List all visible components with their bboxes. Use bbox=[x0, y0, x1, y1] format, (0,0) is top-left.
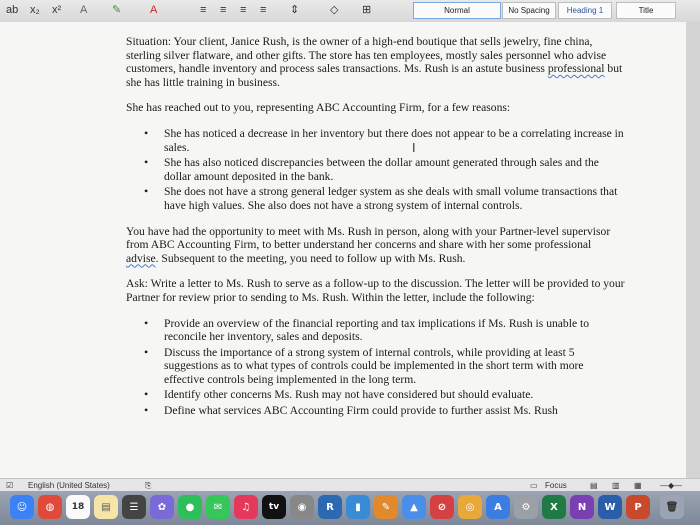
onenote-icon[interactable] bbox=[570, 495, 594, 519]
style-title[interactable] bbox=[616, 2, 676, 19]
facetime-icon[interactable]: ● bbox=[178, 495, 202, 519]
focus-icon[interactable]: ▭ bbox=[530, 481, 538, 490]
system-preferences-icon[interactable]: ⚙ bbox=[514, 495, 538, 519]
photos-icon[interactable]: ✿ bbox=[150, 495, 174, 519]
situation-text: Situation: Your client, Janice Rush, is the owner of a high-end boutique that sells jewelry, fine china, sterling silver flatware, and other gifts. The store has ten employees, mostly sales personnel who advise customers, handle inventory and process sales transactions. Ms. Rush is an astute business bbox=[126, 35, 607, 76]
subscript-icon[interactable]: x₂ bbox=[30, 4, 40, 16]
highlight-icon[interactable]: ✎ bbox=[112, 4, 122, 16]
zoom-app-icon[interactable]: ◎ bbox=[458, 495, 482, 519]
style-label: Heading 1 bbox=[566, 6, 604, 15]
list-item: • She does not have a strong general ledger system as she deals with small volume transactions that have high values. She also does not have a strong system of internal controls. bbox=[164, 185, 626, 212]
messages-icon[interactable]: ✉ bbox=[206, 495, 230, 519]
n-label: N bbox=[577, 501, 587, 513]
opportunity-text: You have had the opportunity to meet with Ms. Rush in person, along with your Partner-level supervisor from ABC Accounting Firm, to better understand her concerns and share with her some professional bbox=[126, 224, 611, 252]
print-layout-icon[interactable]: ▥ bbox=[612, 481, 620, 490]
spelling-flag-word[interactable]: professional bbox=[547, 62, 605, 76]
opportunity-text-end: . Subsequent to the meeting, you need to follow up with Ms. Rush. bbox=[155, 251, 466, 265]
calendar-day: 18 bbox=[71, 502, 85, 512]
focus-label[interactable]: Focus bbox=[545, 481, 567, 490]
r-app-icon[interactable] bbox=[318, 495, 342, 519]
app-store-icon[interactable]: A bbox=[486, 495, 510, 519]
trash-icon[interactable]: 🗑 bbox=[660, 495, 684, 519]
text-effects-icon[interactable]: A bbox=[80, 4, 88, 16]
ribbon bbox=[0, 0, 700, 23]
powerpoint-icon[interactable] bbox=[626, 495, 650, 519]
strikethrough-icon[interactable]: ab bbox=[6, 4, 19, 16]
list-item: • She has noticed a decrease in her inventory but there does not appear to be a correlating increase in sales. bbox=[164, 127, 626, 154]
macro-icon[interactable]: ⎘ bbox=[145, 481, 152, 490]
borders-icon[interactable]: ⊞ bbox=[362, 4, 372, 16]
podcasts-icon[interactable]: ◉ bbox=[290, 495, 314, 519]
tv-icon[interactable] bbox=[262, 495, 286, 519]
finder-icon[interactable]: ☺ bbox=[10, 495, 34, 519]
style-label: No Spacing bbox=[508, 6, 550, 15]
justify-icon[interactable]: ≡ bbox=[260, 4, 267, 16]
style-normal[interactable] bbox=[413, 2, 501, 19]
no-entry-icon[interactable]: ⊘ bbox=[430, 495, 454, 519]
tv-label: tv bbox=[268, 502, 280, 512]
ask-paragraph: Ask: Write a letter to Ms. Rush to serve as a follow-up to the discussion. The letter will be provided to your Partner for review prior to sending to Ms. Rush. Within the letter, include the following: bbox=[126, 277, 625, 304]
align-center-icon[interactable]: ≡ bbox=[220, 4, 227, 16]
reached-out-paragraph: She has reached out to you, representing ABC Accounting Firm, for a few reasons: bbox=[126, 101, 511, 115]
web-layout-icon[interactable]: ▦ bbox=[634, 481, 642, 490]
document-area bbox=[0, 22, 700, 478]
style-label: Normal bbox=[444, 6, 470, 15]
align-right-icon[interactable]: ≡ bbox=[240, 4, 247, 16]
word-label: W bbox=[604, 501, 616, 513]
notes-icon[interactable]: ▤ bbox=[94, 495, 118, 519]
document-page[interactable] bbox=[0, 22, 686, 478]
text-cursor-icon: I bbox=[412, 141, 416, 155]
style-no-spacing[interactable] bbox=[502, 2, 556, 19]
proofing-icon[interactable]: ☑ bbox=[6, 481, 14, 490]
superscript-icon[interactable]: x² bbox=[52, 4, 62, 16]
pages-icon[interactable]: ✎ bbox=[374, 495, 398, 519]
reminders-icon[interactable]: ☰ bbox=[122, 495, 146, 519]
launchpad-icon[interactable]: ◍ bbox=[38, 495, 62, 519]
reasons-list bbox=[126, 127, 626, 213]
p-label: P bbox=[634, 501, 642, 513]
music-icon[interactable]: ♫ bbox=[234, 495, 258, 519]
style-label: Title bbox=[638, 6, 654, 15]
zoom-slider[interactable]: —◆— bbox=[660, 481, 683, 490]
list-item: • She has also noticed discrepancies between the dollar amount generated through sales and the dollar amount deposited in the bank. bbox=[164, 156, 626, 183]
opportunity-paragraph bbox=[126, 225, 626, 266]
document-body[interactable] bbox=[126, 35, 626, 430]
word-icon[interactable] bbox=[598, 495, 622, 519]
situation-text-end: but she has little training in business. bbox=[126, 62, 623, 89]
dock bbox=[0, 491, 700, 525]
asks-list bbox=[126, 317, 626, 418]
situation-paragraph bbox=[126, 35, 626, 89]
list-item: • Discuss the importance of a strong system of internal controls, while providing at least 5 suggestions as to what types of controls could be implemented in the short term with more effective controls being implemented in the long term. bbox=[164, 346, 626, 387]
font-color-icon[interactable]: A bbox=[150, 4, 158, 16]
style-heading-1[interactable] bbox=[558, 2, 612, 19]
read-mode-icon[interactable]: ▤ bbox=[590, 481, 598, 490]
list-item: • Define what services ABC Accounting Firm could provide to further assist Ms. Rush bbox=[164, 404, 626, 418]
spelling-flag-word[interactable]: advise bbox=[126, 251, 156, 265]
shading-icon[interactable]: ◇ bbox=[330, 4, 339, 16]
keynote-icon[interactable]: ▲ bbox=[402, 495, 426, 519]
status-bar bbox=[0, 478, 700, 492]
line-spacing-icon[interactable]: ⇕ bbox=[290, 4, 300, 16]
excel-label: X bbox=[550, 501, 558, 513]
numbers-icon[interactable]: ▮ bbox=[346, 495, 370, 519]
list-item: • Identify other concerns Ms. Rush may not have considered but should evaluate. bbox=[164, 388, 626, 402]
r-label: R bbox=[326, 501, 334, 513]
calendar-icon[interactable] bbox=[66, 495, 90, 519]
language-label[interactable]: English (United States) bbox=[28, 481, 110, 490]
list-item: • Provide an overview of the financial reporting and tax implications if Ms. Rush is unable to reconcile her inventory, sales and deposits. bbox=[164, 317, 626, 344]
align-left-icon[interactable]: ≡ bbox=[200, 4, 207, 16]
excel-icon[interactable] bbox=[542, 495, 566, 519]
